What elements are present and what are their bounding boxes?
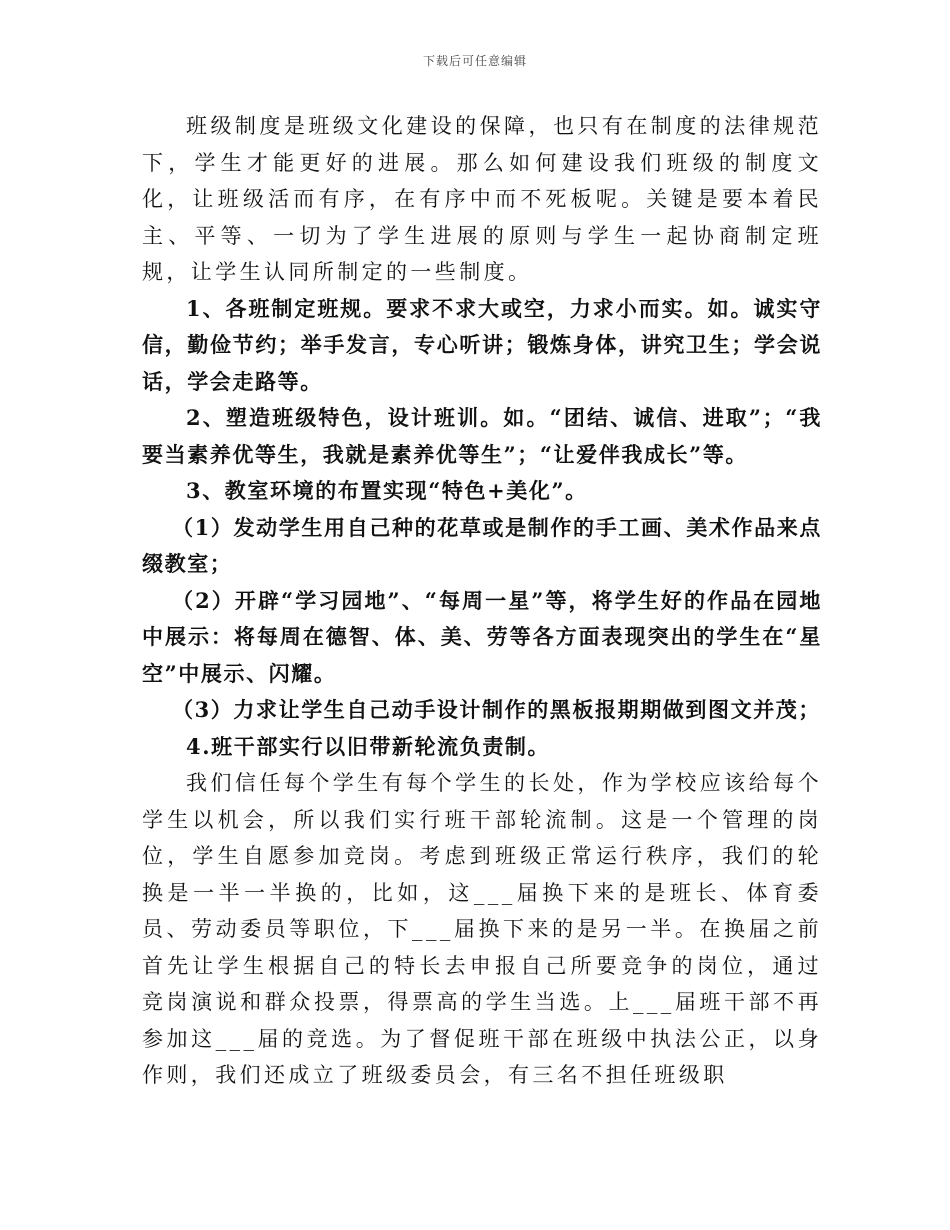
paragraph-item-1: 1、各班制定班规。要求不求大或空，力求小而实。如。诚实守信，勤俭节约；举手发言，专心听讲；锻炼身体，讲究卫生；学会说话，学会走路等。 xyxy=(142,295,822,394)
paragraph-body: 我们信任每个学生有每个学生的长处，作为学校应该给每个学生以机会，所以我们实行班干部轮流制。这是一个管理的岗位，学生自愿参加竞岗。考虑到班级正常运行秩序，我们的轮换是一半一半换的，比如，这___届换下来的是班长、体育委员、劳动委员等职位，下___届换下来的是另一半。在换届之前首先让学生根据自己的特长去申报自己所要竞争的岗位，通过竞岗演说和群众投票，得票高的学生当选。上___届班干部不再参加这___届的竞选。为了督促班干部在班级中执法公正，以身作则，我们还成立了班级委员会，有三名不担任班级职 xyxy=(142,771,822,1087)
paragraph-item-3: 3、教室环境的布置实现“特色+美化”。 xyxy=(186,478,588,503)
page-header: 下载后可任意编辑 xyxy=(422,54,527,68)
document-body xyxy=(142,108,822,1094)
paragraph-item-3-2: （2）开辟“学习园地”、“每周一星”等，将学生好的作品在园地中展示：将每周在德智、体、美、劳等各方面表现突出的学生在“星空”中展示、闪耀。 xyxy=(142,587,822,686)
paragraph-intro: 班级制度是班级文化建设的保障，也只有在制度的法律规范下，学生才能更好的进展。那么如何建设我们班级的制度文化，让班级活而有序，在有序中而不死板呢。关键是要本着民主、平等、一切为了学生进展的原则与学生一起协商制定班规，让学生认同所制定的一些制度。 xyxy=(142,114,822,284)
paragraph-item-3-1: （1）发动学生用自己种的花草或是制作的手工画、美术作品来点缀教室； xyxy=(142,514,822,576)
paragraph-item-2: 2、塑造班级特色，设计班训。如。“团结、诚信、进取”；“我要当素养优等生，我就是素养优等生”；“让爱伴我成长”等。 xyxy=(142,405,822,467)
paragraph-item-4: 4.班干部实行以旧带新轮流负责制。 xyxy=(186,733,551,759)
paragraph-item-3-3: （3）力求让学生自己动手设计制作的黑板报期期做到图文并茂； xyxy=(172,697,822,722)
